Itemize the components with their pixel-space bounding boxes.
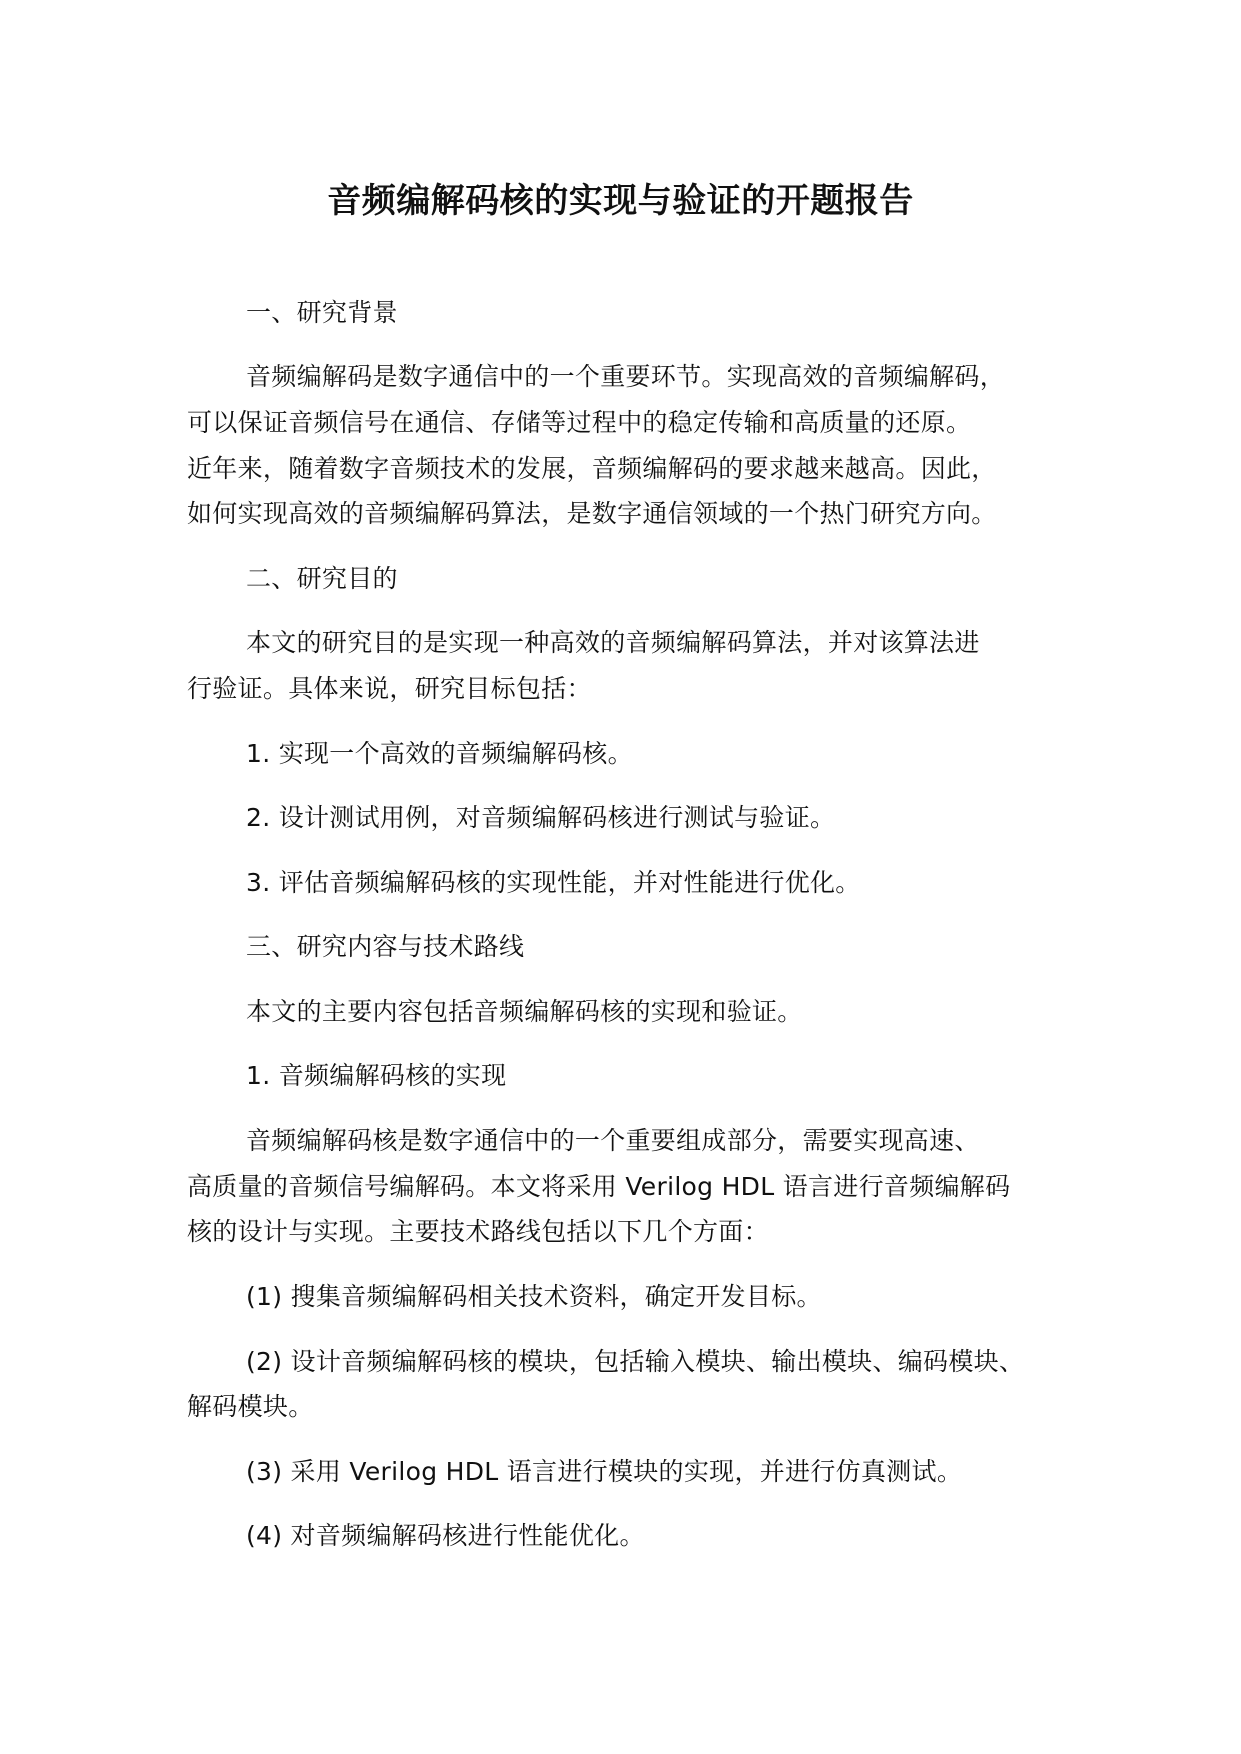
document-title: 音频编解码核的实现与验证的开题报告 — [327, 181, 914, 221]
paragraph-line: 核的设计与实现。主要技术路线包括以下几个方面： — [187, 1217, 769, 1246]
paragraph-line: 可以保证音频信号在通信、存储等过程中的稳定传输和高质量的还原。 — [187, 408, 972, 437]
subsection-heading: 1. 音频编解码核的实现 — [246, 1061, 507, 1090]
paragraph-line: 近年来，随着数字音频技术的发展，音频编解码的要求越来越高。因此， — [187, 454, 997, 483]
paragraph-line: 音频编解码是数字通信中的一个重要环节。实现高效的音频编解码， — [246, 362, 1006, 391]
list-item: (1) 搜集音频编解码相关技术资料，确定开发目标。 — [246, 1282, 822, 1311]
paragraph-line: 行验证。具体来说，研究目标包括： — [187, 674, 592, 703]
paragraph-line: 本文的主要内容包括音频编解码核的实现和验证。 — [246, 997, 803, 1026]
paragraph-line: 高质量的音频信号编解码。本文将采用 Verilog HDL 语言进行音频编解码 — [187, 1172, 1011, 1201]
paragraph-line: 音频编解码核是数字通信中的一个重要组成部分，需要实现高速、 — [246, 1126, 980, 1155]
list-item: 2. 设计测试用例，对音频编解码核进行测试与验证。 — [246, 803, 836, 832]
section-heading-background: 一、研究背景 — [246, 298, 398, 327]
list-item-continuation: 解码模块。 — [187, 1392, 314, 1421]
list-item: (3) 采用 Verilog HDL 语言进行模块的实现，并进行仿真测试。 — [246, 1457, 963, 1486]
section-heading-purpose: 二、研究目的 — [246, 564, 398, 593]
paragraph-line: 如何实现高效的音频编解码算法，是数字通信领域的一个热门研究方向。 — [187, 499, 997, 528]
list-item: (4) 对音频编解码核进行性能优化。 — [246, 1521, 645, 1550]
section-heading-content: 三、研究内容与技术路线 — [246, 932, 525, 961]
list-item: (2) 设计音频编解码核的模块，包括输入模块、输出模块、编码模块、 — [246, 1347, 1025, 1376]
paragraph-line: 本文的研究目的是实现一种高效的音频编解码算法，并对该算法进 — [246, 628, 980, 657]
list-item: 3. 评估音频编解码核的实现性能，并对性能进行优化。 — [246, 868, 861, 897]
list-item: 1. 实现一个高效的音频编解码核。 — [246, 739, 633, 768]
